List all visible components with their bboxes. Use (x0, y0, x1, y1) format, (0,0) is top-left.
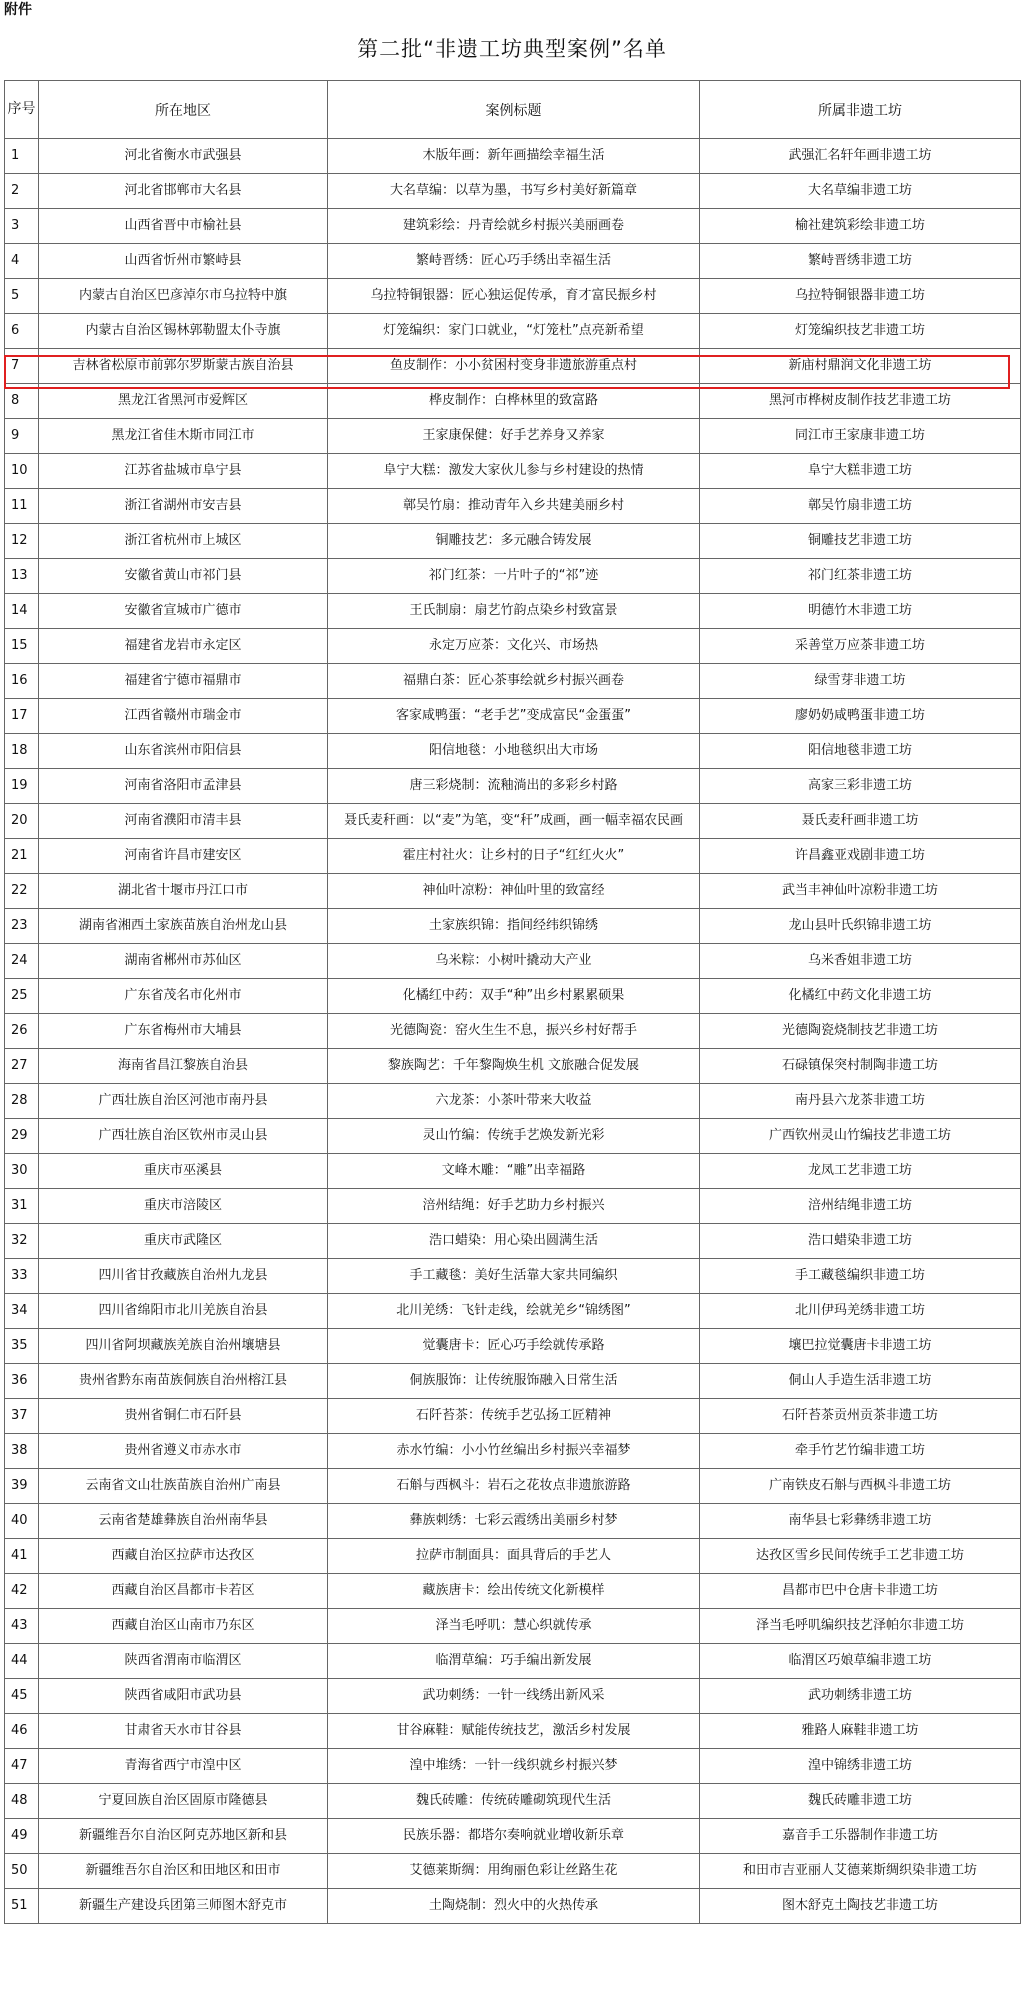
cell-no: 45 (5, 1679, 39, 1714)
table-row (5, 1084, 1021, 1119)
table-row (5, 629, 1021, 664)
cell-workshop: 新庙村鼎润文化非遗工坊 (700, 349, 1021, 384)
cell-region: 陕西省渭南市临渭区 (39, 1644, 328, 1679)
cell-region: 浙江省杭州市上城区 (39, 524, 328, 559)
cell-workshop: 祁门红茶非遗工坊 (700, 559, 1021, 594)
cell-workshop: 嘉音手工乐器制作非遗工坊 (700, 1819, 1021, 1854)
cell-workshop: 临渭区巧娘草编非遗工坊 (700, 1644, 1021, 1679)
cell-region: 四川省阿坝藏族羌族自治州壤塘县 (39, 1329, 328, 1364)
cell-no: 26 (5, 1014, 39, 1049)
cell-no: 14 (5, 594, 39, 629)
cell-title: 乌米粽：小树叶撬动大产业 (328, 944, 700, 979)
cell-region: 西藏自治区拉萨市达孜区 (39, 1539, 328, 1574)
cell-no: 41 (5, 1539, 39, 1574)
cell-workshop: 龙凤工艺非遗工坊 (700, 1154, 1021, 1189)
cell-title: 铜雕技艺：多元融合铸发展 (328, 524, 700, 559)
cell-title: 赤水竹编：小小竹丝编出乡村振兴幸福梦 (328, 1434, 700, 1469)
cell-title: 大名草编：以草为墨，书写乡村美好新篇章 (328, 174, 700, 209)
cell-region: 宁夏回族自治区固原市隆德县 (39, 1784, 328, 1819)
cell-workshop: 绿雪芽非遗工坊 (700, 664, 1021, 699)
cell-no: 18 (5, 734, 39, 769)
cell-no: 28 (5, 1084, 39, 1119)
cell-title: 阜宁大糕：激发大家伙儿参与乡村建设的热情 (328, 454, 700, 489)
cell-workshop: 武当丰神仙叶凉粉非遗工坊 (700, 874, 1021, 909)
cell-region: 内蒙古自治区锡林郭勒盟太仆寺旗 (39, 314, 328, 349)
column-header-workshop: 所属非遗工坊 (700, 81, 1021, 139)
cell-title: 王家康保健：好手艺养身又养家 (328, 419, 700, 454)
cell-region: 湖南省湘西土家族苗族自治州龙山县 (39, 909, 328, 944)
cell-no: 3 (5, 209, 39, 244)
cell-region: 河南省许昌市建安区 (39, 839, 328, 874)
cell-workshop: 南丹县六龙茶非遗工坊 (700, 1084, 1021, 1119)
cell-title: 涪州结绳：好手艺助力乡村振兴 (328, 1189, 700, 1224)
cell-title: 阳信地毯：小地毯织出大市场 (328, 734, 700, 769)
cell-region: 新疆生产建设兵团第三师图木舒克市 (39, 1889, 328, 1924)
table-row (5, 734, 1021, 769)
cell-workshop: 大名草编非遗工坊 (700, 174, 1021, 209)
cell-workshop: 武功刺绣非遗工坊 (700, 1679, 1021, 1714)
table-row (5, 1504, 1021, 1539)
cell-no: 16 (5, 664, 39, 699)
cell-title: 木版年画：新年画描绘幸福生活 (328, 139, 700, 174)
cell-workshop: 达孜区雪乡民间传统手工艺非遗工坊 (700, 1539, 1021, 1574)
cell-no: 51 (5, 1889, 39, 1924)
cell-workshop: 武强汇名轩年画非遗工坊 (700, 139, 1021, 174)
table-row (5, 1819, 1021, 1854)
cell-no: 8 (5, 384, 39, 419)
cell-no: 13 (5, 559, 39, 594)
table-row (5, 664, 1021, 699)
table-row (5, 594, 1021, 629)
cell-no: 6 (5, 314, 39, 349)
cell-no: 47 (5, 1749, 39, 1784)
cell-no: 33 (5, 1259, 39, 1294)
cell-workshop: 乌拉特铜银器非遗工坊 (700, 279, 1021, 314)
cell-region: 福建省宁德市福鼎市 (39, 664, 328, 699)
cell-no: 37 (5, 1399, 39, 1434)
cell-title: 武功刺绣：一针一线绣出新风采 (328, 1679, 700, 1714)
cell-region: 江苏省盐城市阜宁县 (39, 454, 328, 489)
table-row (5, 244, 1021, 279)
cell-workshop: 采善堂万应茶非遗工坊 (700, 629, 1021, 664)
cell-title: 光德陶瓷：窑火生生不息，振兴乡村好帮手 (328, 1014, 700, 1049)
table-row (5, 1259, 1021, 1294)
cell-no: 46 (5, 1714, 39, 1749)
cell-region: 贵州省铜仁市石阡县 (39, 1399, 328, 1434)
table-row (5, 874, 1021, 909)
cell-title: 浩口蜡染：用心染出圆满生活 (328, 1224, 700, 1259)
table-row (5, 1784, 1021, 1819)
cell-region: 云南省楚雄彝族自治州南华县 (39, 1504, 328, 1539)
table-row (5, 419, 1021, 454)
cell-title: 聂氏麦秆画：以“麦”为笔，变“秆”成画，画一幅幸福农民画 (328, 804, 700, 839)
table-row (5, 979, 1021, 1014)
cell-region: 四川省绵阳市北川羌族自治县 (39, 1294, 328, 1329)
cell-no: 1 (5, 139, 39, 174)
table-row (5, 314, 1021, 349)
cell-no: 25 (5, 979, 39, 1014)
cell-no: 43 (5, 1609, 39, 1644)
cell-region: 安徽省宣城市广德市 (39, 594, 328, 629)
cell-no: 10 (5, 454, 39, 489)
cell-region: 河北省邯郸市大名县 (39, 174, 328, 209)
table-row (5, 489, 1021, 524)
cell-region: 河南省洛阳市孟津县 (39, 769, 328, 804)
cell-workshop: 明德竹木非遗工坊 (700, 594, 1021, 629)
cell-workshop: 涪州结绳非遗工坊 (700, 1189, 1021, 1224)
cell-title: 北川羌绣：飞针走线，绘就羌乡“锦绣图” (328, 1294, 700, 1329)
cell-region: 四川省甘孜藏族自治州九龙县 (39, 1259, 328, 1294)
cell-no: 29 (5, 1119, 39, 1154)
cell-workshop: 牵手竹艺竹编非遗工坊 (700, 1434, 1021, 1469)
cell-no: 15 (5, 629, 39, 664)
cell-region: 福建省龙岩市永定区 (39, 629, 328, 664)
table-row (5, 839, 1021, 874)
attachment-label: 附件 (4, 2, 32, 18)
cell-no: 12 (5, 524, 39, 559)
cell-workshop: 昌都市巴中仓唐卡非遗工坊 (700, 1574, 1021, 1609)
cell-workshop: 浩口蜡染非遗工坊 (700, 1224, 1021, 1259)
cell-workshop: 许昌鑫亚戏剧非遗工坊 (700, 839, 1021, 874)
cell-workshop: 高家三彩非遗工坊 (700, 769, 1021, 804)
cell-no: 22 (5, 874, 39, 909)
cell-region: 陕西省咸阳市武功县 (39, 1679, 328, 1714)
cell-title: 甘谷麻鞋：赋能传统技艺，激活乡村发展 (328, 1714, 700, 1749)
table-row (5, 174, 1021, 209)
cell-region: 云南省文山壮族苗族自治州广南县 (39, 1469, 328, 1504)
cell-title: 祁门红茶：一片叶子的“祁”迹 (328, 559, 700, 594)
cell-region: 广西壮族自治区河池市南丹县 (39, 1084, 328, 1119)
cell-title: 唐三彩烧制：流釉淌出的多彩乡村路 (328, 769, 700, 804)
cell-title: 石阡苔茶：传统手艺弘扬工匠精神 (328, 1399, 700, 1434)
table-row (5, 1364, 1021, 1399)
cell-workshop: 光德陶瓷烧制技艺非遗工坊 (700, 1014, 1021, 1049)
cell-title: 繁峙晋绣：匠心巧手绣出幸福生活 (328, 244, 700, 279)
cell-region: 广西壮族自治区钦州市灵山县 (39, 1119, 328, 1154)
cell-workshop: 广西钦州灵山竹编技艺非遗工坊 (700, 1119, 1021, 1154)
cell-title: 艾德莱斯绸：用绚丽色彩让丝路生花 (328, 1854, 700, 1889)
cell-title: 黎族陶艺：千年黎陶焕生机 文旅融合促发展 (328, 1049, 700, 1084)
cell-workshop: 灯笼编织技艺非遗工坊 (700, 314, 1021, 349)
cell-no: 27 (5, 1049, 39, 1084)
cell-region: 新疆维吾尔自治区和田地区和田市 (39, 1854, 328, 1889)
cell-workshop: 铜雕技艺非遗工坊 (700, 524, 1021, 559)
cell-title: 觉囊唐卡：匠心巧手绘就传承路 (328, 1329, 700, 1364)
cell-region: 重庆市巫溪县 (39, 1154, 328, 1189)
cell-region: 广东省茂名市化州市 (39, 979, 328, 1014)
cell-title: 鄣吴竹扇：推动青年入乡共建美丽乡村 (328, 489, 700, 524)
table-row (5, 209, 1021, 244)
cell-workshop: 北川伊玛羌绣非遗工坊 (700, 1294, 1021, 1329)
cell-title: 建筑彩绘：丹青绘就乡村振兴美丽画卷 (328, 209, 700, 244)
cell-title: 临渭草编：巧手编出新发展 (328, 1644, 700, 1679)
table-row (5, 1679, 1021, 1714)
table-row (5, 1014, 1021, 1049)
cell-workshop: 和田市吉亚丽人艾德莱斯绸织染非遗工坊 (700, 1854, 1021, 1889)
cell-workshop: 南华县七彩彝绣非遗工坊 (700, 1504, 1021, 1539)
cell-no: 31 (5, 1189, 39, 1224)
cell-title: 土家族织锦：指间经纬织锦绣 (328, 909, 700, 944)
cell-title: 石斛与西枫斗：岩石之花妆点非遗旅游路 (328, 1469, 700, 1504)
table-row (5, 804, 1021, 839)
cell-region: 海南省昌江黎族自治县 (39, 1049, 328, 1084)
cell-region: 湖北省十堰市丹江口市 (39, 874, 328, 909)
cell-title: 桦皮制作：白桦林里的致富路 (328, 384, 700, 419)
cell-workshop: 石阡苔茶贡州贡茶非遗工坊 (700, 1399, 1021, 1434)
table-row (5, 1609, 1021, 1644)
cell-region: 山东省滨州市阳信县 (39, 734, 328, 769)
cell-title: 灵山竹编：传统手艺焕发新光彩 (328, 1119, 700, 1154)
table-row (5, 1329, 1021, 1364)
cell-workshop: 龙山县叶氏织锦非遗工坊 (700, 909, 1021, 944)
cell-title: 民族乐器：都塔尔奏响就业增收新乐章 (328, 1819, 700, 1854)
cell-region: 浙江省湖州市安吉县 (39, 489, 328, 524)
table-row (5, 1434, 1021, 1469)
cell-region: 西藏自治区昌都市卡若区 (39, 1574, 328, 1609)
cell-region: 山西省忻州市繁峙县 (39, 244, 328, 279)
table-row (5, 1469, 1021, 1504)
table-row (5, 1574, 1021, 1609)
cell-region: 山西省晋中市榆社县 (39, 209, 328, 244)
cell-title: 拉萨市制面具：面具背后的手艺人 (328, 1539, 700, 1574)
cell-workshop: 阜宁大糕非遗工坊 (700, 454, 1021, 489)
cell-workshop: 黑河市桦树皮制作技艺非遗工坊 (700, 384, 1021, 419)
cell-no: 23 (5, 909, 39, 944)
cell-workshop: 繁峙晋绣非遗工坊 (700, 244, 1021, 279)
cell-title: 乌拉特铜银器：匠心独运促传承，育才富民振乡村 (328, 279, 700, 314)
cell-title: 魏氏砖雕：传统砖雕砌筑现代生活 (328, 1784, 700, 1819)
cell-region: 贵州省遵义市赤水市 (39, 1434, 328, 1469)
cell-workshop: 榆社建筑彩绘非遗工坊 (700, 209, 1021, 244)
cell-no: 36 (5, 1364, 39, 1399)
cell-region: 吉林省松原市前郭尔罗斯蒙古族自治县 (39, 349, 328, 384)
column-header-title: 案例标题 (328, 81, 700, 139)
cell-no: 5 (5, 279, 39, 314)
cell-region: 黑龙江省佳木斯市同江市 (39, 419, 328, 454)
cell-title: 六龙茶：小茶叶带来大收益 (328, 1084, 700, 1119)
cell-no: 21 (5, 839, 39, 874)
cell-workshop: 石碌镇保突村制陶非遗工坊 (700, 1049, 1021, 1084)
case-list-table (4, 80, 1021, 1924)
cell-workshop: 手工藏毯编织非遗工坊 (700, 1259, 1021, 1294)
cell-workshop: 雅路人麻鞋非遗工坊 (700, 1714, 1021, 1749)
cell-no: 30 (5, 1154, 39, 1189)
table-row (5, 1294, 1021, 1329)
cell-title: 客家咸鸭蛋：“老手艺”变成富民“金蛋蛋” (328, 699, 700, 734)
cell-no: 35 (5, 1329, 39, 1364)
cell-workshop: 广南铁皮石斛与西枫斗非遗工坊 (700, 1469, 1021, 1504)
cell-no: 32 (5, 1224, 39, 1259)
cell-workshop: 阳信地毯非遗工坊 (700, 734, 1021, 769)
cell-title: 泽当毛呼叽：慧心织就传承 (328, 1609, 700, 1644)
cell-region: 安徽省黄山市祁门县 (39, 559, 328, 594)
table-row (5, 944, 1021, 979)
table-row (5, 1399, 1021, 1434)
cell-workshop: 壤巴拉觉囊唐卡非遗工坊 (700, 1329, 1021, 1364)
cell-workshop: 侗山人手造生活非遗工坊 (700, 1364, 1021, 1399)
cell-title: 湟中堆绣：一针一线织就乡村振兴梦 (328, 1749, 700, 1784)
cell-no: 49 (5, 1819, 39, 1854)
case-list-table-container (4, 80, 1020, 1924)
cell-no: 19 (5, 769, 39, 804)
cell-title: 化橘红中药：双手“种”出乡村累累硕果 (328, 979, 700, 1014)
table-row (5, 1749, 1021, 1784)
cell-no: 7 (5, 349, 39, 384)
cell-no: 38 (5, 1434, 39, 1469)
cell-workshop: 湟中锦绣非遗工坊 (700, 1749, 1021, 1784)
cell-workshop: 聂氏麦秆画非遗工坊 (700, 804, 1021, 839)
cell-no: 11 (5, 489, 39, 524)
table-row (5, 909, 1021, 944)
cell-region: 青海省西宁市湟中区 (39, 1749, 328, 1784)
cell-region: 甘肃省天水市甘谷县 (39, 1714, 328, 1749)
cell-no: 44 (5, 1644, 39, 1679)
table-row (5, 1644, 1021, 1679)
cell-region: 河北省衡水市武强县 (39, 139, 328, 174)
table-row (5, 524, 1021, 559)
table-row (5, 349, 1021, 384)
cell-title: 土陶烧制：烈火中的火热传承 (328, 1889, 700, 1924)
table-row (5, 1154, 1021, 1189)
document-title: 第二批“非遗工坊典型案例”名单 (357, 37, 667, 61)
cell-no: 9 (5, 419, 39, 454)
cell-no: 24 (5, 944, 39, 979)
cell-title: 王氏制扇：扇艺竹韵点染乡村致富景 (328, 594, 700, 629)
cell-no: 20 (5, 804, 39, 839)
cell-region: 重庆市涪陵区 (39, 1189, 328, 1224)
cell-title: 藏族唐卡：绘出传统文化新模样 (328, 1574, 700, 1609)
cell-workshop: 鄣吴竹扇非遗工坊 (700, 489, 1021, 524)
table-row (5, 139, 1021, 174)
cell-region: 湖南省郴州市苏仙区 (39, 944, 328, 979)
cell-workshop: 廖奶奶咸鸭蛋非遗工坊 (700, 699, 1021, 734)
table-row (5, 1224, 1021, 1259)
cell-region: 重庆市武隆区 (39, 1224, 328, 1259)
cell-title: 手工藏毯：美好生活靠大家共同编织 (328, 1259, 700, 1294)
cell-region: 内蒙古自治区巴彦淖尔市乌拉特中旗 (39, 279, 328, 314)
cell-region: 广东省梅州市大埔县 (39, 1014, 328, 1049)
table-row (5, 699, 1021, 734)
cell-no: 50 (5, 1854, 39, 1889)
cell-region: 黑龙江省黑河市爱辉区 (39, 384, 328, 419)
table-body (5, 139, 1021, 1924)
cell-title: 鱼皮制作：小小贫困村变身非遗旅游重点村 (328, 349, 700, 384)
table-row (5, 769, 1021, 804)
cell-title: 文峰木雕：“雕”出幸福路 (328, 1154, 700, 1189)
cell-title: 彝族刺绣：七彩云霞绣出美丽乡村梦 (328, 1504, 700, 1539)
cell-title: 霍庄村社火：让乡村的日子“红红火火” (328, 839, 700, 874)
cell-region: 河南省濮阳市清丰县 (39, 804, 328, 839)
cell-title: 侗族服饰：让传统服饰融入日常生活 (328, 1364, 700, 1399)
cell-workshop: 泽当毛呼叽编织技艺泽帕尔非遗工坊 (700, 1609, 1021, 1644)
cell-workshop: 魏氏砖雕非遗工坊 (700, 1784, 1021, 1819)
cell-workshop: 乌米香姐非遗工坊 (700, 944, 1021, 979)
table-row (5, 1049, 1021, 1084)
cell-title: 永定万应茶：文化兴、市场热 (328, 629, 700, 664)
cell-region: 西藏自治区山南市乃东区 (39, 1609, 328, 1644)
cell-no: 42 (5, 1574, 39, 1609)
table-row (5, 384, 1021, 419)
cell-no: 39 (5, 1469, 39, 1504)
column-header-region: 所在地区 (39, 81, 328, 139)
cell-title: 灯笼编织：家门口就业，“灯笼杜”点亮新希望 (328, 314, 700, 349)
cell-region: 江西省赣州市瑞金市 (39, 699, 328, 734)
cell-no: 40 (5, 1504, 39, 1539)
cell-no: 48 (5, 1784, 39, 1819)
cell-no: 2 (5, 174, 39, 209)
table-row (5, 1854, 1021, 1889)
table-row (5, 559, 1021, 594)
cell-no: 4 (5, 244, 39, 279)
cell-workshop: 同江市王家康非遗工坊 (700, 419, 1021, 454)
table-header-row (5, 81, 1021, 139)
table-row (5, 1189, 1021, 1224)
table-row (5, 279, 1021, 314)
cell-region: 新疆维吾尔自治区阿克苏地区新和县 (39, 1819, 328, 1854)
cell-no: 34 (5, 1294, 39, 1329)
cell-no: 17 (5, 699, 39, 734)
column-header-no: 序号 (5, 81, 39, 139)
table-row (5, 1119, 1021, 1154)
cell-workshop: 化橘红中药文化非遗工坊 (700, 979, 1021, 1014)
table-row (5, 1714, 1021, 1749)
cell-title: 神仙叶凉粉：神仙叶里的致富经 (328, 874, 700, 909)
table-row (5, 1889, 1021, 1924)
cell-region: 贵州省黔东南苗族侗族自治州榕江县 (39, 1364, 328, 1399)
table-row (5, 454, 1021, 489)
table-row (5, 1539, 1021, 1574)
cell-title: 福鼎白茶：匠心茶事绘就乡村振兴画卷 (328, 664, 700, 699)
cell-workshop: 图木舒克土陶技艺非遗工坊 (700, 1889, 1021, 1924)
